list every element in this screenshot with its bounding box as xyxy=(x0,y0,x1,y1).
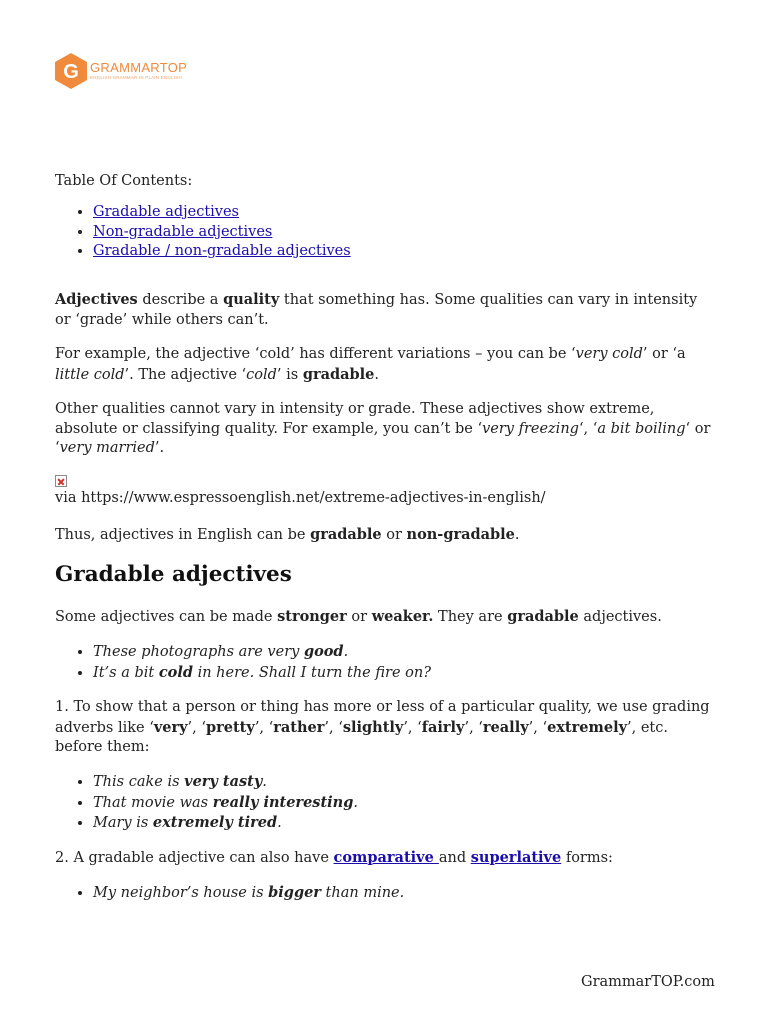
footer-site-name: GrammarTOP.com xyxy=(581,974,715,990)
intro-paragraph-3: Other qualities cannot vary in intensity or grade. These adjectives show extreme, absolute or classifying quality. For example, you can’t be ‘very freezing‘, ‘a bit boiling‘ or ‘very married’. xyxy=(55,401,711,457)
section-heading-gradable: Gradable adjectives xyxy=(55,562,292,587)
example-list-2 xyxy=(55,772,358,834)
logo-letter: G xyxy=(63,61,79,83)
toc-item xyxy=(93,203,351,223)
example-item: • These photographs are very good. xyxy=(93,642,431,663)
toc-link-non-gradable[interactable]: Non-gradable adjectives xyxy=(93,223,273,240)
toc-heading: Table Of Contents: xyxy=(55,173,193,189)
toc-link-gradable-non-gradable[interactable]: Gradable / non-gradable adjectives xyxy=(93,243,351,260)
toc-link-gradable[interactable]: Gradable adjectives xyxy=(93,204,239,220)
image-source: via https://www.espressoenglish.net/extreme-adjectives-in-english/ xyxy=(55,490,546,506)
example-item: • This cake is very tasty. xyxy=(93,772,358,793)
section-paragraph-3: 2. A gradable adjective can also have comparative and superlative forms: xyxy=(55,849,613,866)
example-item: • It’s a bit cold in here. Shall I turn the fire on? xyxy=(93,663,431,684)
section-paragraph-2: 1. To show that a person or thing has more or less of a particular quality, we use grading adverbs like ‘very’, ‘pretty’, ‘rather’, ‘slightly’, ‘fairly’, ‘really’, ‘extremely’, etc. before them: xyxy=(55,699,710,756)
example-list-1 xyxy=(55,642,431,683)
logo-brand: GRAMMARTOP xyxy=(90,60,188,75)
intro-paragraph-2: For example, the adjective ‘cold’ has different variations – you can be ‘very cold’ or ‘a little cold’. The adjective ‘cold’ is gradable. xyxy=(55,346,686,383)
comparative-link[interactable]: comparative xyxy=(333,849,439,866)
example-list-3 xyxy=(55,883,404,904)
grammartop-logo[interactable] xyxy=(54,52,187,90)
logo-hexagon-icon xyxy=(54,52,88,90)
example-item: • That movie was really interesting. xyxy=(93,793,358,814)
toc-list xyxy=(55,203,351,262)
example-item: • My neighbor’s house is bigger than mine. xyxy=(93,883,404,904)
toc-item xyxy=(93,223,351,243)
intro-paragraph-1: Adjectives describe a quality that something has. Some qualities can vary in intensity or ‘grade’ while others can’t. xyxy=(55,291,698,328)
logo-tagline: ENGLISH GRAMMAR IN PLAIN ENGLISH xyxy=(90,75,182,80)
section-paragraph-1: Some adjectives can be made stronger or weaker. They are gradable adjectives. xyxy=(55,608,662,625)
intro-paragraph-4: Thus, adjectives in English can be gradable or non-gradable. xyxy=(55,526,520,543)
superlative-link[interactable]: superlative xyxy=(470,849,562,866)
broken-image-icon xyxy=(55,475,67,487)
example-item: • Mary is extremely tired. xyxy=(93,813,358,834)
toc-item xyxy=(93,242,351,262)
